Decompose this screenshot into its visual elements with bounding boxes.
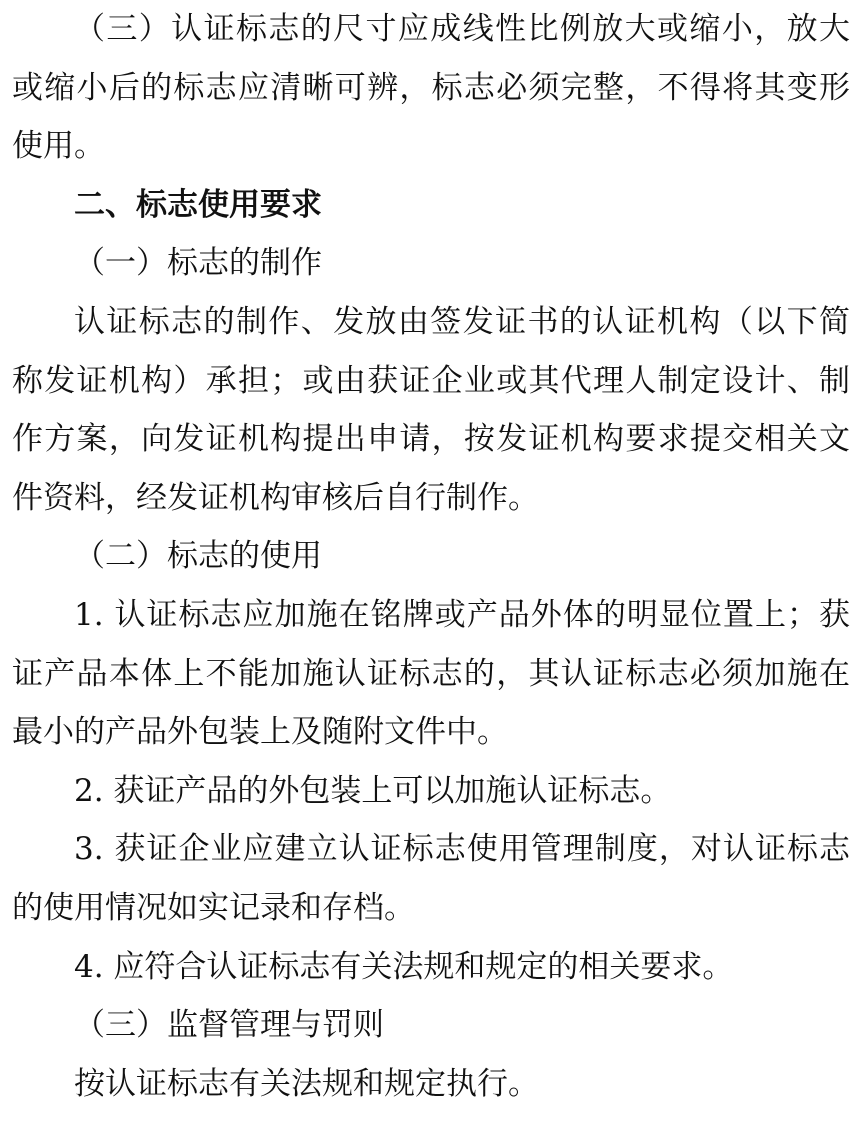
paragraph-line: 件资料，经发证机构审核后自行制作。 — [12, 479, 539, 516]
list-item-line: 的使用情况如实记录和存档。 — [12, 889, 415, 926]
subsection-heading: （二）标志的使用 — [74, 538, 322, 575]
paragraph-line: （三）认证标志的尺寸应成线性比例放大或缩小，放大 — [74, 11, 850, 47]
subsection-heading: （一）标志的制作 — [74, 245, 322, 282]
list-item-line: 1. 认证标志应加施在铭牌或产品外体的明显位置上；获 — [74, 596, 850, 633]
list-item-line: 最小的产品外包装上及随附文件中。 — [12, 714, 508, 751]
list-item-line: 2. 获证产品的外包装上可以加施认证标志。 — [74, 772, 672, 809]
paragraph-line: 认证标志的制作、发放由签发证书的认证机构（以下简 — [74, 303, 850, 340]
paragraph-line: 按认证标志有关法规和规定执行。 — [74, 1065, 539, 1102]
paragraph-line: 称发证机构）承担；或由获证企业或其代理人制定设计、制 — [12, 362, 850, 399]
paragraph-line: 作方案，向发证机构提出申请，按发证机构要求提交相关文 — [12, 421, 850, 458]
list-item-line: 证产品本体上不能加施认证标志的，其认证标志必须加施在 — [12, 655, 850, 692]
subsection-heading: （三）监督管理与罚则 — [74, 1007, 384, 1044]
document-body — [12, 0, 850, 1113]
paragraph-line: 或缩小后的标志应清晰可辨，标志必须完整，不得将其变形 — [12, 69, 850, 106]
paragraph-line: 使用。 — [12, 128, 105, 165]
list-item-line: 4. 应符合认证标志有关法规和规定的相关要求。 — [74, 948, 734, 985]
list-item-line: 3. 获证企业应建立认证标志使用管理制度，对认证标志 — [74, 831, 850, 868]
section-heading: 二、标志使用要求 — [74, 186, 322, 223]
